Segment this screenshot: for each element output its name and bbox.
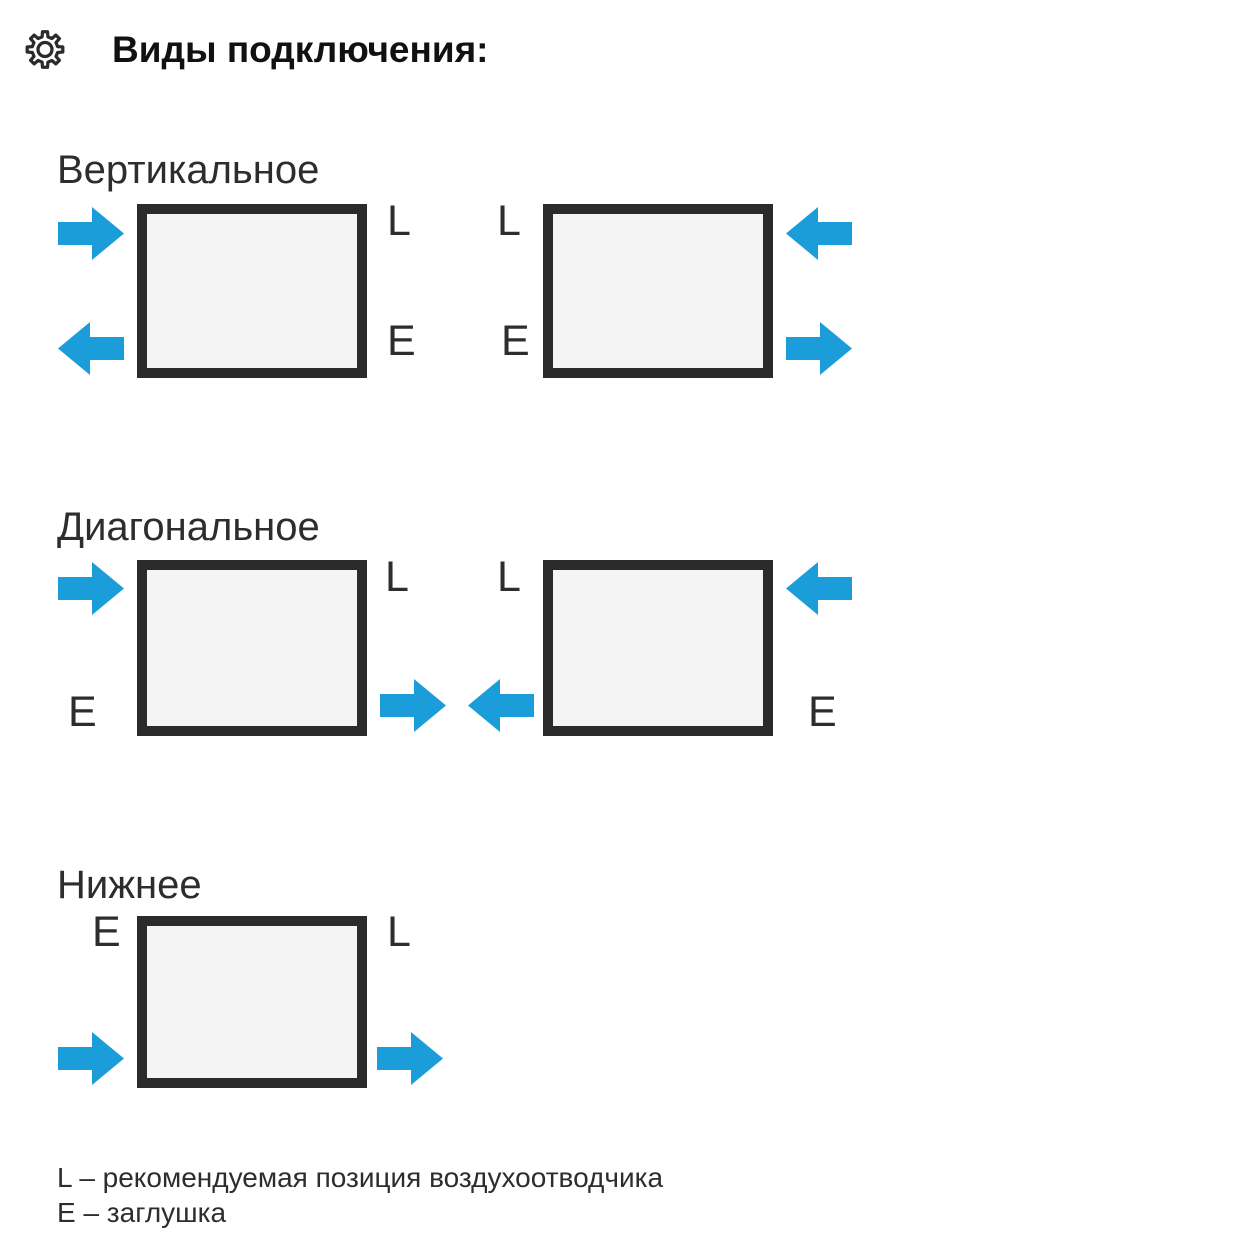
- section-title: Диагональное: [57, 505, 320, 549]
- plug-position-label: E: [501, 317, 530, 365]
- vent-position-label: L: [497, 197, 521, 245]
- vent-position-label: L: [497, 553, 521, 601]
- section-title: Вертикальное: [57, 148, 320, 192]
- vent-position-label: L: [387, 197, 411, 245]
- plug-position-label: E: [808, 688, 837, 736]
- plug-position-label: E: [92, 908, 121, 956]
- plug-position-label: E: [387, 317, 416, 365]
- vent-position-label: L: [385, 553, 409, 601]
- vent-position-label: L: [387, 908, 411, 956]
- page-title: Виды подключения:: [112, 29, 489, 70]
- section-title: Нижнее: [57, 863, 202, 907]
- plug-position-label: E: [68, 688, 97, 736]
- legend-vent-line: L – рекомендуемая позиция воздухоотводчика: [57, 1162, 664, 1193]
- legend-plug-line: E – заглушка: [57, 1197, 227, 1228]
